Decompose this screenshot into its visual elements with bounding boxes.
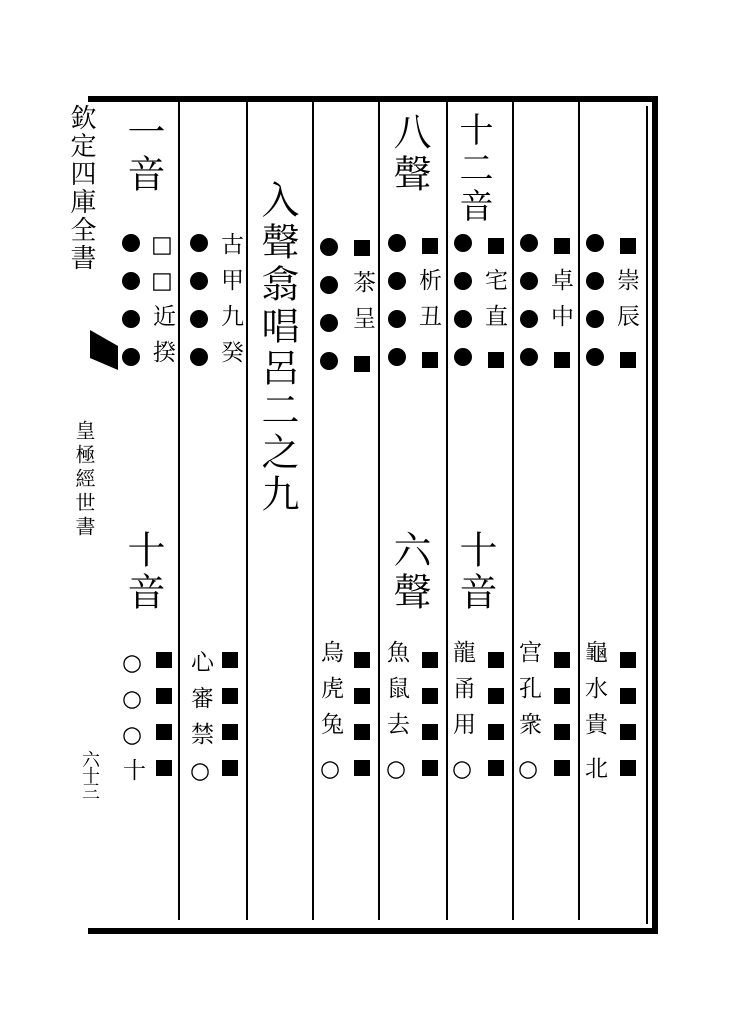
filled-square [354, 356, 370, 372]
col3-top-markers [320, 238, 338, 390]
col7-bottom-char: 水 [581, 676, 607, 709]
col6-top-char: 中 [547, 304, 573, 337]
filled-square [422, 760, 438, 776]
filled-dot [122, 272, 140, 290]
col6-top-squares-2 [554, 352, 570, 388]
col5-top-char: 宅 [481, 268, 507, 301]
column-divider [378, 102, 380, 920]
col2-top-markers [190, 234, 208, 386]
column-divider [446, 102, 448, 920]
col5-top-markers [454, 234, 472, 386]
filled-dot [454, 348, 472, 366]
col5-bottom-char: 甬 [449, 676, 475, 709]
filled-dot [320, 276, 338, 294]
col1-top-char: 近 [149, 304, 175, 337]
col6-bottom-char: 孔 [515, 676, 541, 709]
col4-top-char: 丑 [415, 304, 441, 337]
col5-header-top: 十二音 [453, 112, 493, 226]
col6-bottom-markers [554, 652, 570, 796]
filled-square [156, 688, 172, 704]
filled-square [354, 652, 370, 668]
filled-dot [520, 272, 538, 290]
filled-dot [388, 310, 406, 328]
filled-dot [454, 272, 472, 290]
frame-inner-line [646, 106, 648, 924]
col1-header-bottom: 十音 [121, 530, 165, 614]
filled-square [422, 688, 438, 704]
filled-square [620, 688, 636, 704]
col2-top-char: 甲 [217, 268, 243, 301]
filled-dot [388, 348, 406, 366]
filled-square [488, 688, 504, 704]
col5-bottom-char: 用 [449, 712, 475, 745]
filled-square [620, 238, 636, 254]
col3-bottom-markers [354, 652, 370, 796]
col4-bottom-char: 魚 [383, 640, 409, 673]
filled-square [620, 652, 636, 668]
col3-top-char: 呈 [349, 306, 375, 339]
filled-dot [190, 348, 208, 366]
col5-top-squares-2 [488, 352, 504, 388]
bottom-border-speckle [100, 928, 640, 932]
filled-dot [520, 234, 538, 252]
col7-bottom-char: 北 [581, 756, 607, 789]
col7-bottom-char: 龜 [581, 640, 607, 673]
filled-dot [454, 234, 472, 252]
col1-bottom-char: ○ [119, 722, 145, 758]
filled-square [156, 724, 172, 740]
col4-bottom-char: ○ [383, 756, 409, 792]
filled-square [620, 760, 636, 776]
col5-bottom-char: 龍 [449, 640, 475, 673]
filled-square [422, 352, 438, 368]
col1-bottom-char: 十 [119, 758, 145, 791]
filled-square [422, 652, 438, 668]
filled-square [554, 652, 570, 668]
filled-square [222, 688, 238, 704]
filled-dot [454, 310, 472, 328]
main-heading: 入聲翕唱呂二之九 [255, 180, 299, 516]
col4-top-markers [388, 234, 406, 386]
col1-top-char: 揆 [149, 340, 175, 373]
filled-square [354, 760, 370, 776]
col7-bottom-markers [620, 652, 636, 796]
col5-bottom-char: ○ [449, 756, 475, 792]
filled-square [156, 652, 172, 668]
filled-dot [388, 272, 406, 290]
col4-top-char: 析 [415, 268, 441, 301]
filled-square [422, 724, 438, 740]
col1-top-char: □ [149, 232, 175, 268]
col7-top-squares-2 [620, 352, 636, 388]
filled-dot [190, 272, 208, 290]
filled-dot [190, 234, 208, 252]
filled-dot [586, 234, 604, 252]
filled-square [422, 238, 438, 254]
filled-square [222, 652, 238, 668]
col4-header-top: 八聲 [387, 112, 431, 196]
col2-top-char: 癸 [217, 340, 243, 373]
col3-top-squares-2 [354, 356, 370, 392]
col1-bottom-char: ○ [119, 686, 145, 722]
filled-dot [320, 314, 338, 332]
filled-square [354, 240, 370, 256]
filled-square [156, 760, 172, 776]
col7-top-char: 辰 [613, 304, 639, 337]
filled-square [488, 352, 504, 368]
col5-top-char: 直 [481, 304, 507, 337]
col3-bottom-char: 兔 [317, 712, 343, 745]
col4-bottom-char: 去 [383, 712, 409, 745]
filled-square [222, 724, 238, 740]
col6-top-char: 卓 [547, 268, 573, 301]
column-divider [512, 102, 514, 920]
filled-dot [320, 352, 338, 370]
filled-dot [122, 348, 140, 366]
col2-bottom-char: 審 [187, 686, 213, 719]
col4-header-bottom: 六聲 [387, 530, 431, 614]
filled-square [620, 724, 636, 740]
filled-dot [520, 310, 538, 328]
filled-square [554, 352, 570, 368]
col3-bottom-char: ○ [317, 756, 343, 792]
col2-top-char: 九 [217, 304, 243, 337]
margin-title: 欽定四庫全書 [66, 104, 96, 272]
col6-bottom-char: 衆 [515, 712, 541, 745]
filled-square [354, 724, 370, 740]
filled-square [488, 652, 504, 668]
filled-square [354, 688, 370, 704]
page-number: 六十三 [79, 750, 100, 798]
col3-bottom-char: 虎 [317, 676, 343, 709]
col6-bottom-char: ○ [515, 756, 541, 792]
col5-bottom-markers [488, 652, 504, 796]
col4-bottom-char: 鼠 [383, 676, 409, 709]
col2-bottom-char: ○ [187, 758, 213, 794]
filled-dot [388, 234, 406, 252]
filled-dot [190, 310, 208, 328]
filled-square [222, 760, 238, 776]
column-divider [178, 102, 180, 920]
col5-header-bottom: 十音 [453, 530, 497, 614]
filled-dot [586, 272, 604, 290]
filled-square [554, 724, 570, 740]
filled-dot [320, 238, 338, 256]
col2-bottom-markers [222, 652, 238, 796]
filled-square [554, 238, 570, 254]
col4-top-squares-2 [422, 352, 438, 388]
col2-bottom-char: 心 [187, 650, 213, 683]
col6-top-markers [520, 234, 538, 386]
col1-header-top: 一音 [121, 112, 165, 196]
column-divider [578, 102, 580, 920]
filled-dot [586, 310, 604, 328]
col3-top-char: 茶 [349, 270, 375, 303]
col7-top-markers [586, 234, 604, 386]
column-divider [312, 102, 314, 920]
filled-dot [122, 234, 140, 252]
col1-top-char: □ [149, 268, 175, 304]
col7-top-char: 崇 [613, 268, 639, 301]
filled-square [488, 238, 504, 254]
col1-bottom-char: ○ [119, 650, 145, 686]
filled-square [488, 724, 504, 740]
col6-bottom-char: 宫 [515, 640, 541, 673]
col1-bottom-markers [156, 652, 172, 796]
book-title: 皇極經世書 [72, 420, 96, 540]
col2-top-char: 古 [217, 232, 243, 265]
col2-bottom-char: 禁 [187, 722, 213, 755]
col3-bottom-char: 烏 [317, 640, 343, 673]
filled-dot [586, 348, 604, 366]
filled-square [554, 688, 570, 704]
filled-square [620, 352, 636, 368]
page-frame [88, 96, 658, 934]
filled-square [554, 760, 570, 776]
column-divider [246, 102, 248, 920]
filled-dot [122, 310, 140, 328]
filled-square [488, 760, 504, 776]
col7-bottom-char: 貴 [581, 712, 607, 745]
col4-bottom-markers [422, 652, 438, 796]
filled-dot [520, 348, 538, 366]
col1-top-markers [122, 234, 140, 386]
